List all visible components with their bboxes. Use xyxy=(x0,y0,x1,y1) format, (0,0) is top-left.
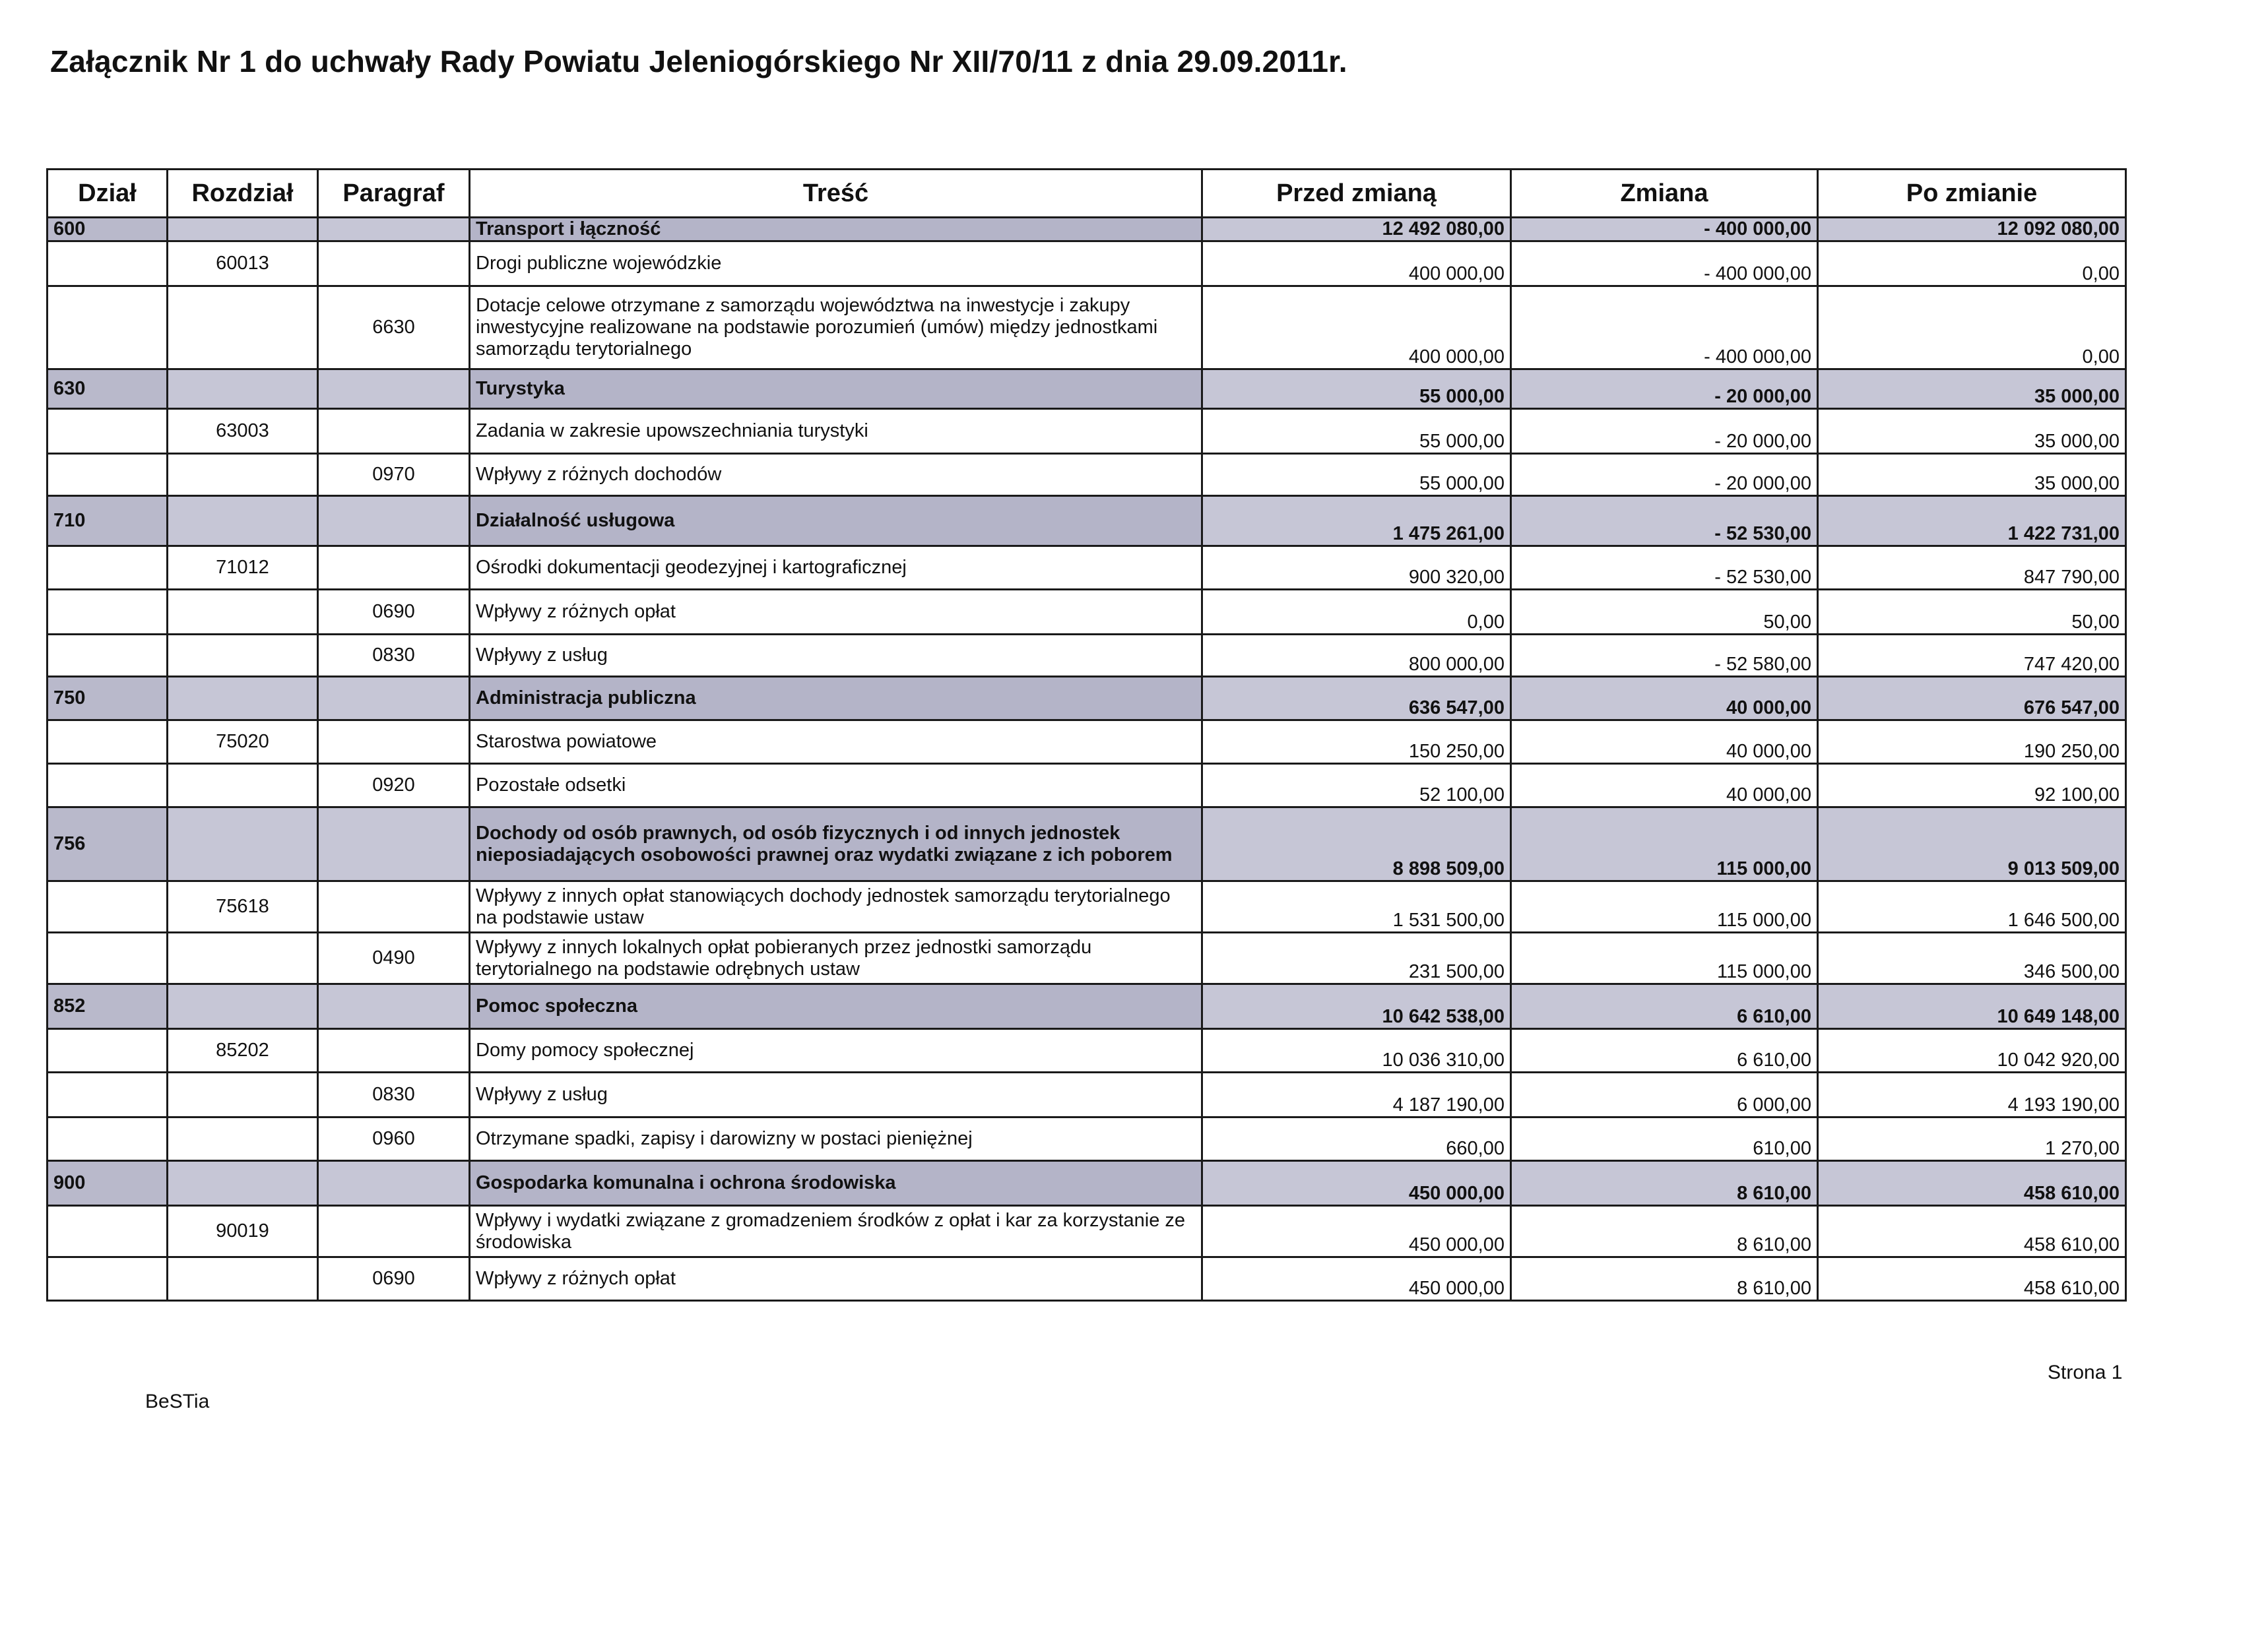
cell-rozdzial xyxy=(168,454,318,496)
cell-paragraf xyxy=(318,409,470,454)
cell-dzial: 852 xyxy=(48,984,168,1029)
cell-przed: 800 000,00 xyxy=(1202,635,1511,677)
table-row-paragraf xyxy=(48,1257,2126,1301)
cell-rozdzial xyxy=(168,1161,318,1206)
budget-table xyxy=(46,168,2127,1302)
cell-przed: 10 642 538,00 xyxy=(1202,984,1511,1029)
cell-zmiana: 6 610,00 xyxy=(1511,1029,1818,1073)
cell-rozdzial xyxy=(168,635,318,677)
header-tresc: Treść xyxy=(470,170,1202,218)
cell-zmiana: - 20 000,00 xyxy=(1511,454,1818,496)
cell-rozdzial: 71012 xyxy=(168,546,318,590)
cell-paragraf xyxy=(318,218,470,241)
cell-zmiana: 610,00 xyxy=(1511,1117,1818,1161)
cell-przed: 400 000,00 xyxy=(1202,286,1511,369)
cell-zmiana: 40 000,00 xyxy=(1511,720,1818,764)
cell-rozdzial xyxy=(168,218,318,241)
cell-tresc: Dotacje celowe otrzymane z samorządu województwa na inwestycje i zakupy inwestycyjne realizowane na podstawie porozumień (umów) między jednostkami samorządu terytorialnego xyxy=(470,286,1202,369)
cell-dzial xyxy=(48,635,168,677)
cell-paragraf xyxy=(318,546,470,590)
cell-przed: 1 475 261,00 xyxy=(1202,496,1511,546)
cell-rozdzial xyxy=(168,369,318,409)
cell-paragraf: 0960 xyxy=(318,1117,470,1161)
cell-po: 847 790,00 xyxy=(1818,546,2126,590)
cell-dzial: 600 xyxy=(48,218,168,241)
cell-paragraf: 6630 xyxy=(318,286,470,369)
table-row-paragraf xyxy=(48,1073,2126,1117)
cell-rozdzial: 90019 xyxy=(168,1206,318,1257)
header-po-zmianie: Po zmianie xyxy=(1818,170,2126,218)
cell-rozdzial xyxy=(168,590,318,635)
cell-paragraf xyxy=(318,1029,470,1073)
cell-zmiana: 6 000,00 xyxy=(1511,1073,1818,1117)
cell-rozdzial xyxy=(168,677,318,720)
table-row-paragraf xyxy=(48,635,2126,677)
table-row-dzial xyxy=(48,984,2126,1029)
cell-po: 50,00 xyxy=(1818,590,2126,635)
cell-po: 676 547,00 xyxy=(1818,677,2126,720)
cell-rozdzial: 63003 xyxy=(168,409,318,454)
cell-zmiana: - 52 530,00 xyxy=(1511,546,1818,590)
cell-zmiana: 40 000,00 xyxy=(1511,677,1818,720)
cell-tresc: Pomoc społeczna xyxy=(470,984,1202,1029)
cell-dzial xyxy=(48,1257,168,1301)
cell-przed: 0,00 xyxy=(1202,590,1511,635)
cell-rozdzial xyxy=(168,933,318,984)
table-row-dzial xyxy=(48,807,2126,881)
cell-tresc: Gospodarka komunalna i ochrona środowiska xyxy=(470,1161,1202,1206)
cell-paragraf xyxy=(318,720,470,764)
cell-tresc: Pozostałe odsetki xyxy=(470,764,1202,807)
cell-po: 747 420,00 xyxy=(1818,635,2126,677)
cell-zmiana: - 20 000,00 xyxy=(1511,369,1818,409)
cell-tresc: Dochody od osób prawnych, od osób fizycznych i od innych jednostek nieposiadających osobowości prawnej oraz wydatki związane z ich poborem xyxy=(470,807,1202,881)
cell-zmiana: 8 610,00 xyxy=(1511,1206,1818,1257)
cell-paragraf xyxy=(318,1206,470,1257)
cell-paragraf xyxy=(318,1161,470,1206)
cell-dzial xyxy=(48,454,168,496)
table-row-dzial xyxy=(48,677,2126,720)
table-row-rozdzial xyxy=(48,546,2126,590)
cell-tresc: Działalność usługowa xyxy=(470,496,1202,546)
cell-paragraf: 0690 xyxy=(318,590,470,635)
cell-rozdzial: 75618 xyxy=(168,881,318,933)
cell-rozdzial: 60013 xyxy=(168,241,318,286)
header-przed-zmiana: Przed zmianą xyxy=(1202,170,1511,218)
cell-rozdzial xyxy=(168,807,318,881)
table-row-rozdzial xyxy=(48,1206,2126,1257)
cell-rozdzial xyxy=(168,496,318,546)
cell-zmiana: 50,00 xyxy=(1511,590,1818,635)
cell-dzial xyxy=(48,409,168,454)
header-paragraf: Paragraf xyxy=(318,170,470,218)
cell-rozdzial xyxy=(168,984,318,1029)
cell-tresc: Otrzymane spadki, zapisy i darowizny w postaci pieniężnej xyxy=(470,1117,1202,1161)
cell-tresc: Wpływy z różnych dochodów xyxy=(470,454,1202,496)
cell-przed: 52 100,00 xyxy=(1202,764,1511,807)
header-zmiana: Zmiana xyxy=(1511,170,1818,218)
footer-software: BeSTia xyxy=(145,1391,210,1412)
table-row-rozdzial xyxy=(48,1029,2126,1073)
table-row-paragraf xyxy=(48,454,2126,496)
cell-dzial xyxy=(48,1117,168,1161)
cell-po: 458 610,00 xyxy=(1818,1257,2126,1301)
cell-przed: 1 531 500,00 xyxy=(1202,881,1511,933)
cell-tresc: Administracja publiczna xyxy=(470,677,1202,720)
cell-paragraf xyxy=(318,496,470,546)
cell-rozdzial xyxy=(168,286,318,369)
cell-po: 0,00 xyxy=(1818,286,2126,369)
cell-rozdzial xyxy=(168,1257,318,1301)
cell-po: 1 422 731,00 xyxy=(1818,496,2126,546)
header-dzial: Dział xyxy=(48,170,168,218)
cell-zmiana: - 400 000,00 xyxy=(1511,218,1818,241)
cell-zmiana: 40 000,00 xyxy=(1511,764,1818,807)
table-row-paragraf xyxy=(48,286,2126,369)
cell-po: 190 250,00 xyxy=(1818,720,2126,764)
cell-paragraf: 0970 xyxy=(318,454,470,496)
cell-po: 346 500,00 xyxy=(1818,933,2126,984)
cell-po: 1 646 500,00 xyxy=(1818,881,2126,933)
table-row-rozdzial xyxy=(48,720,2126,764)
cell-przed: 55 000,00 xyxy=(1202,369,1511,409)
cell-dzial xyxy=(48,881,168,933)
header-rozdzial: Rozdział xyxy=(168,170,318,218)
cell-przed: 10 036 310,00 xyxy=(1202,1029,1511,1073)
cell-tresc: Wpływy z usług xyxy=(470,635,1202,677)
cell-po: 458 610,00 xyxy=(1818,1206,2126,1257)
cell-po: 1 270,00 xyxy=(1818,1117,2126,1161)
cell-tresc: Wpływy z różnych opłat xyxy=(470,590,1202,635)
cell-przed: 636 547,00 xyxy=(1202,677,1511,720)
cell-po: 92 100,00 xyxy=(1818,764,2126,807)
cell-dzial xyxy=(48,933,168,984)
cell-paragraf xyxy=(318,369,470,409)
cell-dzial xyxy=(48,1073,168,1117)
cell-rozdzial xyxy=(168,1117,318,1161)
cell-po: 9 013 509,00 xyxy=(1818,807,2126,881)
cell-zmiana: 115 000,00 xyxy=(1511,933,1818,984)
table-row-rozdzial xyxy=(48,409,2126,454)
cell-zmiana: 115 000,00 xyxy=(1511,807,1818,881)
table-row-dzial xyxy=(48,1161,2126,1206)
cell-paragraf xyxy=(318,881,470,933)
cell-dzial: 630 xyxy=(48,369,168,409)
cell-przed: 55 000,00 xyxy=(1202,454,1511,496)
cell-zmiana: - 52 580,00 xyxy=(1511,635,1818,677)
footer-page-number: Strona 1 xyxy=(2048,1362,2123,1383)
table-header-row xyxy=(48,170,2126,218)
cell-paragraf: 0920 xyxy=(318,764,470,807)
cell-tresc: Wpływy z usług xyxy=(470,1073,1202,1117)
cell-przed: 231 500,00 xyxy=(1202,933,1511,984)
table-row-paragraf xyxy=(48,590,2126,635)
cell-tresc: Starostwa powiatowe xyxy=(470,720,1202,764)
cell-po: 10 042 920,00 xyxy=(1818,1029,2126,1073)
cell-dzial: 756 xyxy=(48,807,168,881)
cell-dzial: 750 xyxy=(48,677,168,720)
cell-dzial xyxy=(48,590,168,635)
cell-zmiana: - 400 000,00 xyxy=(1511,286,1818,369)
cell-przed: 900 320,00 xyxy=(1202,546,1511,590)
cell-przed: 450 000,00 xyxy=(1202,1257,1511,1301)
cell-tresc: Wpływy z innych opłat stanowiących dochody jednostek samorządu terytorialnego na podstawie ustaw xyxy=(470,881,1202,933)
cell-paragraf: 0690 xyxy=(318,1257,470,1301)
cell-po: 4 193 190,00 xyxy=(1818,1073,2126,1117)
cell-rozdzial xyxy=(168,764,318,807)
table-row-paragraf xyxy=(48,933,2126,984)
cell-dzial: 710 xyxy=(48,496,168,546)
cell-dzial xyxy=(48,241,168,286)
cell-przed: 400 000,00 xyxy=(1202,241,1511,286)
cell-zmiana: 6 610,00 xyxy=(1511,984,1818,1029)
cell-paragraf: 0830 xyxy=(318,1073,470,1117)
table-row-paragraf xyxy=(48,1117,2126,1161)
cell-tresc: Wpływy i wydatki związane z gromadzeniem środków z opłat i kar za korzystanie ze środowiska xyxy=(470,1206,1202,1257)
cell-tresc: Wpływy z różnych opłat xyxy=(470,1257,1202,1301)
table-row-paragraf xyxy=(48,764,2126,807)
cell-tresc: Turystyka xyxy=(470,369,1202,409)
cell-zmiana: 115 000,00 xyxy=(1511,881,1818,933)
cell-przed: 450 000,00 xyxy=(1202,1161,1511,1206)
cell-po: 0,00 xyxy=(1818,241,2126,286)
cell-tresc: Zadania w zakresie upowszechniania turystyki xyxy=(470,409,1202,454)
cell-paragraf xyxy=(318,984,470,1029)
cell-paragraf: 0830 xyxy=(318,635,470,677)
cell-po: 12 092 080,00 xyxy=(1818,218,2126,241)
cell-rozdzial: 75020 xyxy=(168,720,318,764)
cell-po: 35 000,00 xyxy=(1818,369,2126,409)
cell-tresc: Wpływy z innych lokalnych opłat pobieranych przez jednostki samorządu terytorialnego na podstawie odrębnych ustaw xyxy=(470,933,1202,984)
cell-dzial xyxy=(48,720,168,764)
cell-po: 35 000,00 xyxy=(1818,454,2126,496)
cell-rozdzial: 85202 xyxy=(168,1029,318,1073)
cell-przed: 12 492 080,00 xyxy=(1202,218,1511,241)
cell-przed: 55 000,00 xyxy=(1202,409,1511,454)
cell-dzial xyxy=(48,546,168,590)
table-body xyxy=(48,218,2126,1301)
cell-dzial xyxy=(48,764,168,807)
cell-dzial xyxy=(48,1206,168,1257)
cell-paragraf xyxy=(318,677,470,720)
cell-przed: 4 187 190,00 xyxy=(1202,1073,1511,1117)
cell-zmiana: - 400 000,00 xyxy=(1511,241,1818,286)
cell-rozdzial xyxy=(168,1073,318,1117)
table-row-dzial xyxy=(48,369,2126,409)
table-row-dzial xyxy=(48,218,2126,241)
cell-przed: 660,00 xyxy=(1202,1117,1511,1161)
cell-przed: 8 898 509,00 xyxy=(1202,807,1511,881)
cell-dzial xyxy=(48,286,168,369)
table-row-rozdzial xyxy=(48,881,2126,933)
cell-paragraf: 0490 xyxy=(318,933,470,984)
cell-tresc: Drogi publiczne wojewódzkie xyxy=(470,241,1202,286)
cell-zmiana: 8 610,00 xyxy=(1511,1161,1818,1206)
cell-tresc: Domy pomocy społecznej xyxy=(470,1029,1202,1073)
cell-zmiana: - 20 000,00 xyxy=(1511,409,1818,454)
cell-po: 458 610,00 xyxy=(1818,1161,2126,1206)
cell-po: 10 649 148,00 xyxy=(1818,984,2126,1029)
cell-dzial xyxy=(48,1029,168,1073)
cell-zmiana: - 52 530,00 xyxy=(1511,496,1818,546)
cell-tresc: Ośrodki dokumentacji geodezyjnej i kartograficznej xyxy=(470,546,1202,590)
cell-paragraf xyxy=(318,241,470,286)
cell-po: 35 000,00 xyxy=(1818,409,2126,454)
table-row-rozdzial xyxy=(48,241,2126,286)
cell-przed: 150 250,00 xyxy=(1202,720,1511,764)
page-title: Załącznik Nr 1 do uchwały Rady Powiatu Jeleniogórskiego Nr XII/70/11 z dnia 29.09.2011r. xyxy=(50,44,1347,79)
cell-tresc: Transport i łączność xyxy=(470,218,1202,241)
cell-dzial: 900 xyxy=(48,1161,168,1206)
cell-zmiana: 8 610,00 xyxy=(1511,1257,1818,1301)
table-row-dzial xyxy=(48,496,2126,546)
cell-przed: 450 000,00 xyxy=(1202,1206,1511,1257)
cell-paragraf xyxy=(318,807,470,881)
